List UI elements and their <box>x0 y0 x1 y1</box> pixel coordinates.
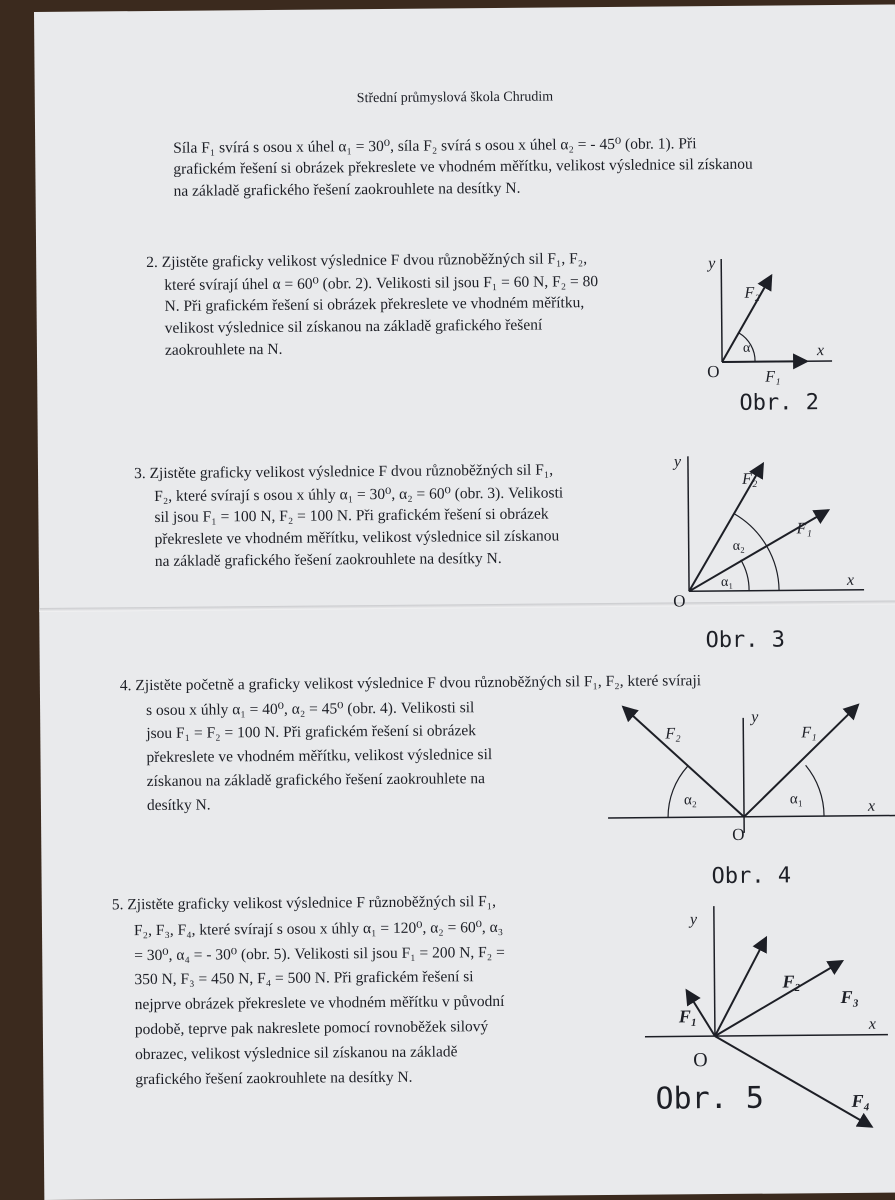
task1-line: grafickém řešení si obrázek překreslete ve vhodném měřítku, velikost výslednice sil získanou <box>173 155 753 178</box>
f1-label: F₁ <box>678 1006 698 1027</box>
task5-line: = 30⁰, α₄ = - 30⁰ (obr. 5). Velikosti sil jsou F₁ = 200 N, F₂ = <box>134 943 505 965</box>
paper-sheet <box>34 4 895 1199</box>
task4-line: získanou na základě grafického řešení zaokrouhlete na <box>146 770 486 791</box>
y-label: y <box>689 911 698 929</box>
task2-line: velikost výslednice sil získanou na základě grafického řešení <box>164 316 543 337</box>
x-axis <box>689 590 864 592</box>
f1-label: F₁ <box>796 520 812 538</box>
alpha-label: α <box>742 340 751 356</box>
y-label: y <box>708 255 716 273</box>
figure-4 <box>605 697 895 850</box>
alpha1-arc <box>806 765 824 816</box>
f1-label: F₁ <box>765 368 781 386</box>
origin-label: O <box>707 362 720 382</box>
task2-line: zaokrouhlete na N. <box>164 340 283 359</box>
task5-line: 5. Zjistěte graficky velikost výslednice F různoběžných sil F₁, <box>111 893 497 914</box>
x-label: x <box>867 797 876 815</box>
task2-line: N. Při grafickém řešení si obrázek překreslete ve vhodném měřítku, <box>164 294 585 315</box>
alpha2-label: α₂ <box>683 792 698 809</box>
f4-label: F₄ <box>851 1090 870 1111</box>
figure-4-caption: Obr. 4 <box>711 863 792 890</box>
alpha2-label: α₂ <box>732 538 745 554</box>
alpha1-label: α₁ <box>720 574 734 591</box>
x-label: x <box>816 342 825 360</box>
alpha1-arc <box>741 560 749 591</box>
origin-label: O <box>732 824 745 844</box>
task2-line: 2. Zjistěte graficky velikost výslednice F dvou různoběžných sil F₁, F₂, <box>146 250 588 272</box>
task5-line: 350 N, F₃ = 450 N, F₄ = 500 N. Při grafickém řešení si <box>134 968 474 989</box>
f2-label: F₂ <box>782 971 801 992</box>
task1-line: na základě grafického řešení zaokrouhlete na desítky N. <box>173 179 521 200</box>
force-f1-vector <box>722 361 807 362</box>
f1-label: F₁ <box>801 724 817 742</box>
x-label: x <box>868 1015 877 1033</box>
task4-line: s osou x úhly α₁ = 40⁰, α₂ = 45⁰ (obr. 4). Velikosti sil <box>146 699 475 720</box>
task3-line: 3. Zjistěte graficky velikost výslednice F dvou různoběžných sil F₁, <box>133 461 554 483</box>
school-header: Střední průmyslová škola Chrudim <box>356 89 554 107</box>
task2-line: které svírají úhel α = 60⁰ (obr. 2). Velikosti sil jsou F₁ = 60 N, F₂ = 80 <box>164 273 599 294</box>
task3-line: sil jsou F₁ = 100 N, F₂ = 100 N. Při grafickém řešení si obrázek <box>154 505 549 526</box>
y-axis <box>714 906 715 1036</box>
x-axis <box>645 1035 888 1037</box>
task5-line: F₂, F₃, F₄, které svírají s osou x úhly α₁ = 120⁰, α₂ = 60⁰, α₃ <box>133 918 504 940</box>
task5-line: grafického řešení zaokrouhlete na desítky N. <box>135 1068 413 1089</box>
task5-line: obrazec, velikost výslednice sil získanou na základě <box>135 1043 458 1064</box>
task1-line: Síla F₁ svírá s osou x úhel α₁ = 30⁰, síla F₂ svírá s osou x úhel α₂ = - 45⁰ (obr. 1). Při <box>173 135 697 157</box>
f2-label: F₂ <box>742 470 758 488</box>
task4-line: překreslete ve vhodném měřítku, velikost výslednice sil <box>146 746 493 767</box>
task5-line: podobě, teprve pak nakreslete pomocí rovnoběžek silový <box>134 1018 489 1039</box>
figure-2-caption: Obr. 2 <box>739 390 820 416</box>
x-axis <box>608 816 895 819</box>
task4-line: jsou F₁ = F₂ = 100 N. Při grafickém řešení si obrázek <box>146 722 476 743</box>
task4-line: desítky N. <box>146 796 211 815</box>
task3-line: F₂, které svírají s osou x úhly α₁ = 30⁰, α₂ = 60⁰ (obr. 3). Velikosti <box>154 484 564 505</box>
alpha1-label: α₁ <box>789 791 804 808</box>
x-label: x <box>846 571 855 589</box>
origin-label: O <box>673 591 686 611</box>
task3-line: na základě grafického řešení zaokrouhlete na desítky N. <box>154 549 502 570</box>
task3-line: překreslete ve vhodném měřítku, velikost výslednice sil získanou <box>154 527 560 548</box>
figure-5-caption: Obr. 5 <box>655 1080 765 1117</box>
y-label: y <box>673 453 682 471</box>
figure-3 <box>658 445 869 611</box>
f3-label: F₃ <box>840 986 859 1007</box>
f2-label: F₂ <box>744 284 760 302</box>
y-axis <box>721 259 722 362</box>
y-axis <box>688 456 689 591</box>
origin-label: O <box>693 1049 708 1072</box>
f2-label: F₂ <box>665 725 681 743</box>
figure-3-caption: Obr. 3 <box>705 627 786 654</box>
y-label: y <box>751 708 759 726</box>
task4-line: 4. Zjistěte početně a graficky velikost výslednice F dvou různoběžných sil F₁, F₂, které svíraji <box>119 672 702 695</box>
figure-2 <box>686 243 837 394</box>
task5-line: nejprve obrázek překreslete ve vhodném měřítku v původní <box>134 992 505 1014</box>
